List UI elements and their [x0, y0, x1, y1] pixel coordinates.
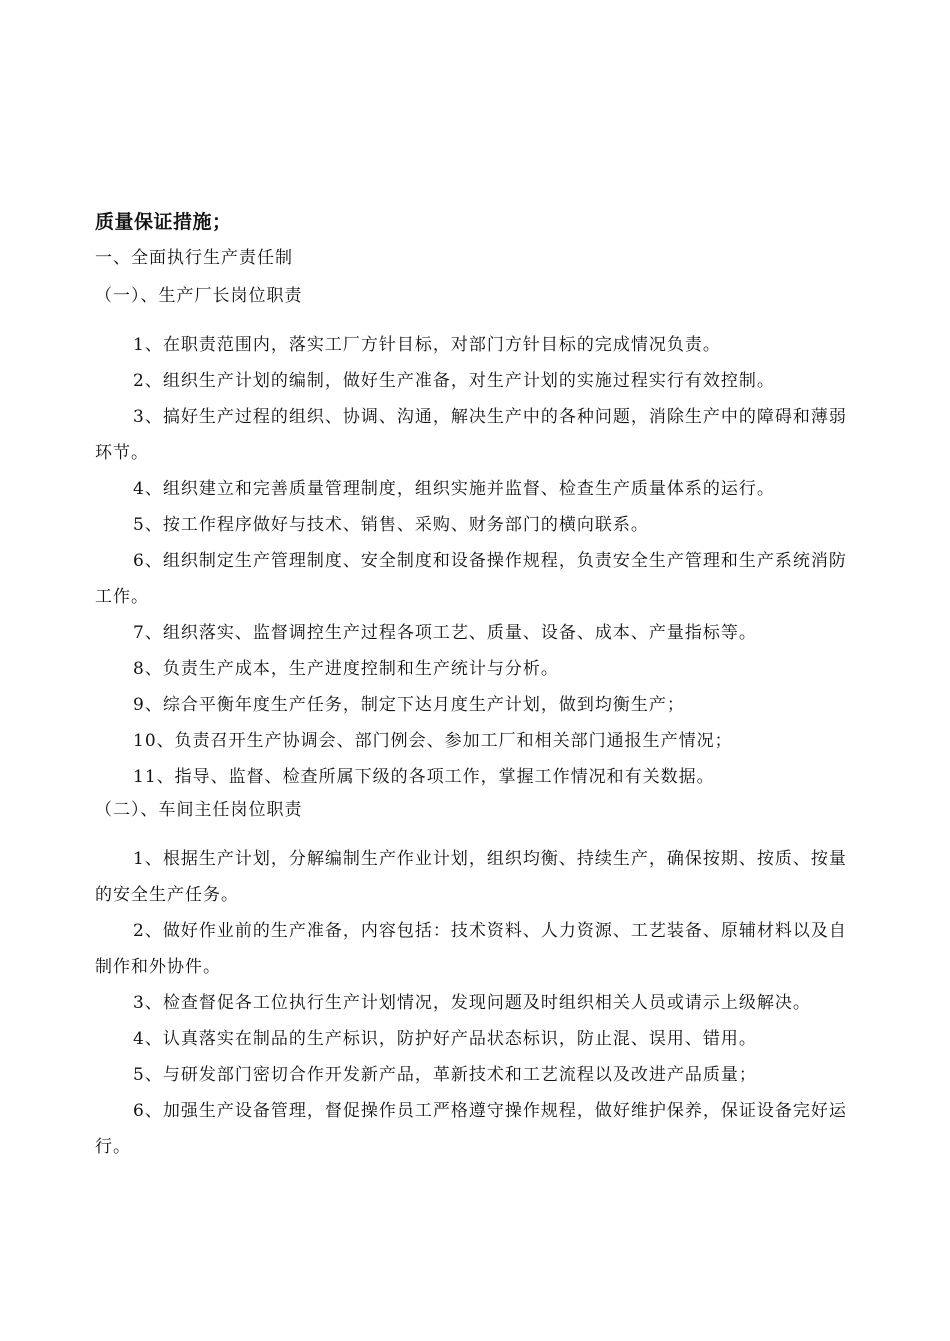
- list-item: 4、认真落实在制品的生产标识，防护好产品状态标识，防止混、误用、错用。: [133, 1029, 757, 1049]
- responsibility-list: [95, 327, 855, 795]
- list-item: 2、组织生产计划的编制，做好生产准备，对生产计划的实施过程实行有效控制。: [133, 371, 775, 391]
- subsection-heading: （二）、车间主任岗位职责: [95, 800, 303, 820]
- list-item: 8、负责生产成本，生产进度控制和生产统计与分析。: [133, 659, 559, 679]
- document-title: 质量保证措施；: [95, 211, 232, 233]
- list-item: 10、负责召开生产协调会、部门例会、参加工厂和相关部门通报生产情况；: [133, 731, 733, 751]
- responsibility-list: [95, 841, 855, 1165]
- list-item: 1、根据生产计划，分解编制生产作业计划，组织均衡、持续生产，确保按期、按质、按量的安全生产任务。: [95, 849, 847, 905]
- list-item: 1、在职责范围内，落实工厂方针目标，对部门方针目标的完成情况负责。: [133, 335, 721, 355]
- list-item: 5、按工作程序做好与技术、销售、采购、财务部门的横向联系。: [133, 515, 649, 535]
- section-heading: 一、全面执行生产责任制: [95, 248, 293, 268]
- list-item: 2、做好作业前的生产准备，内容包括：技术资料、人力资源、工艺装备、原辅材料以及自制作和外协件。: [95, 921, 847, 977]
- list-item: 6、组织制定生产管理制度、安全制度和设备操作规程，负责安全生产管理和生产系统消防工作。: [95, 551, 847, 607]
- list-item: 3、搞好生产过程的组织、协调、沟通，解决生产中的各种问题，消除生产中的障碍和薄弱环节。: [95, 407, 847, 463]
- list-item: 9、综合平衡年度生产任务，制定下达月度生产计划，做到均衡生产；: [133, 695, 685, 715]
- list-item: 3、检查督促各工位执行生产计划情况，发现问题及时组织相关人员或请示上级解决。: [133, 993, 811, 1013]
- subsection-heading: （一）、生产厂长岗位职责: [95, 286, 303, 306]
- list-item: 4、组织建立和完善质量管理制度，组织实施并监督、检查生产质量体系的运行。: [133, 479, 775, 499]
- list-item: 5、与研发部门密切合作开发新产品，革新技术和工艺流程以及改进产品质量；: [133, 1065, 757, 1085]
- list-item: 7、组织落实、监督调控生产过程各项工艺、质量、设备、成本、产量指标等。: [133, 623, 757, 643]
- list-item: 11、指导、监督、检查所属下级的各项工作，掌握工作情况和有关数据。: [133, 767, 715, 787]
- document-body: [95, 207, 855, 1165]
- list-item: 6、加强生产设备管理，督促操作员工严格遵守操作规程，做好维护保养，保证设备完好运行。: [95, 1101, 847, 1157]
